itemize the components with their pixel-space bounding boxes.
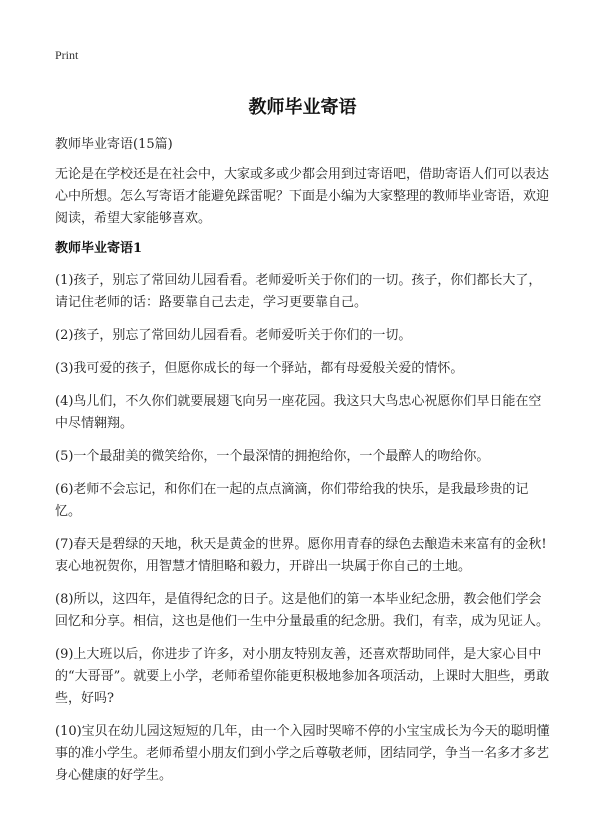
message-paragraph-6: (6)老师不会忘记，和你们在一起的点点滴滴，你们带给我的快乐，是我最珍贵的记忆。 [55, 482, 529, 519]
intro-paragraph: 无论是在学校还是在社会中，大家或多或少都会用到过寄语吧，借助寄语人们可以表达心中所想。怎么写寄语才能避免踩雷呢？下面是小编为大家整理的教师毕业寄语，欢迎阅读，希望大家能够喜欢。 [55, 167, 550, 226]
section-heading: 教师毕业寄语1 [55, 241, 143, 256]
print-link[interactable]: Print [55, 48, 79, 62]
message-paragraph-3: (3)我可爱的孩子，但愿你成长的每一个驿站，都有母爱般关爱的情怀。 [55, 361, 464, 376]
message-paragraph-5: (5)一个最甜美的微笑给你，一个最深情的拥抱给你，一个最醉人的吻给你。 [55, 449, 490, 464]
message-paragraph-7: (7)春天是碧绿的天地，秋天是黄金的世界。愿你用青春的绿色去酿造未来富有的金秋!衷心地祝贺你，用智慧才情胆略和毅力，开辟出一块属于你自己的土地。 [55, 537, 547, 574]
message-paragraph-10: (10)宝贝在幼儿园这短短的几年，由一个入园时哭啼不停的小宝宝成长为今天的聪明懂事的准小学生。老师希望小朋友们到小学之后尊敬老师，团结同学，争当一名多才多艺身心健康的好学生。 [55, 724, 550, 783]
message-paragraph-9: (9)上大班以后，你进步了许多，对小朋友特别友善，还喜欢帮助同伴，是大家心目中的“大哥哥”。就要上小学，老师希望你能更积极地参加各项活动，上课时大胆些，勇敢些，好吗? [55, 647, 550, 706]
message-paragraph-4: (4)鸟儿们，不久你们就要展翅飞向另一座花园。我这只大鸟忠心祝愿你们早日能在空中尽情翱翔。 [55, 394, 542, 431]
page-title: 教师毕业寄语 [248, 97, 357, 118]
message-paragraph-1: (1)孩子，别忘了常回幼儿园看看。老师爱听关于你们的一切。孩子，你们都长大了，请记住老师的话：路要靠自己去走，学习更要靠自己。 [55, 273, 542, 310]
message-paragraph-2: (2)孩子，别忘了常回幼儿园看看。老师爱听关于你们的一切。 [55, 328, 412, 343]
message-paragraph-8: (8)所以，这四年，是值得纪念的日子。这是他们的第一本毕业纪念册，教会他们学会回忆和分享。相信，这也是他们一生中分量最重的纪念册。我们，有幸，成为见证人。 [55, 592, 550, 629]
subtitle: 教师毕业寄语(15篇) [55, 137, 173, 152]
